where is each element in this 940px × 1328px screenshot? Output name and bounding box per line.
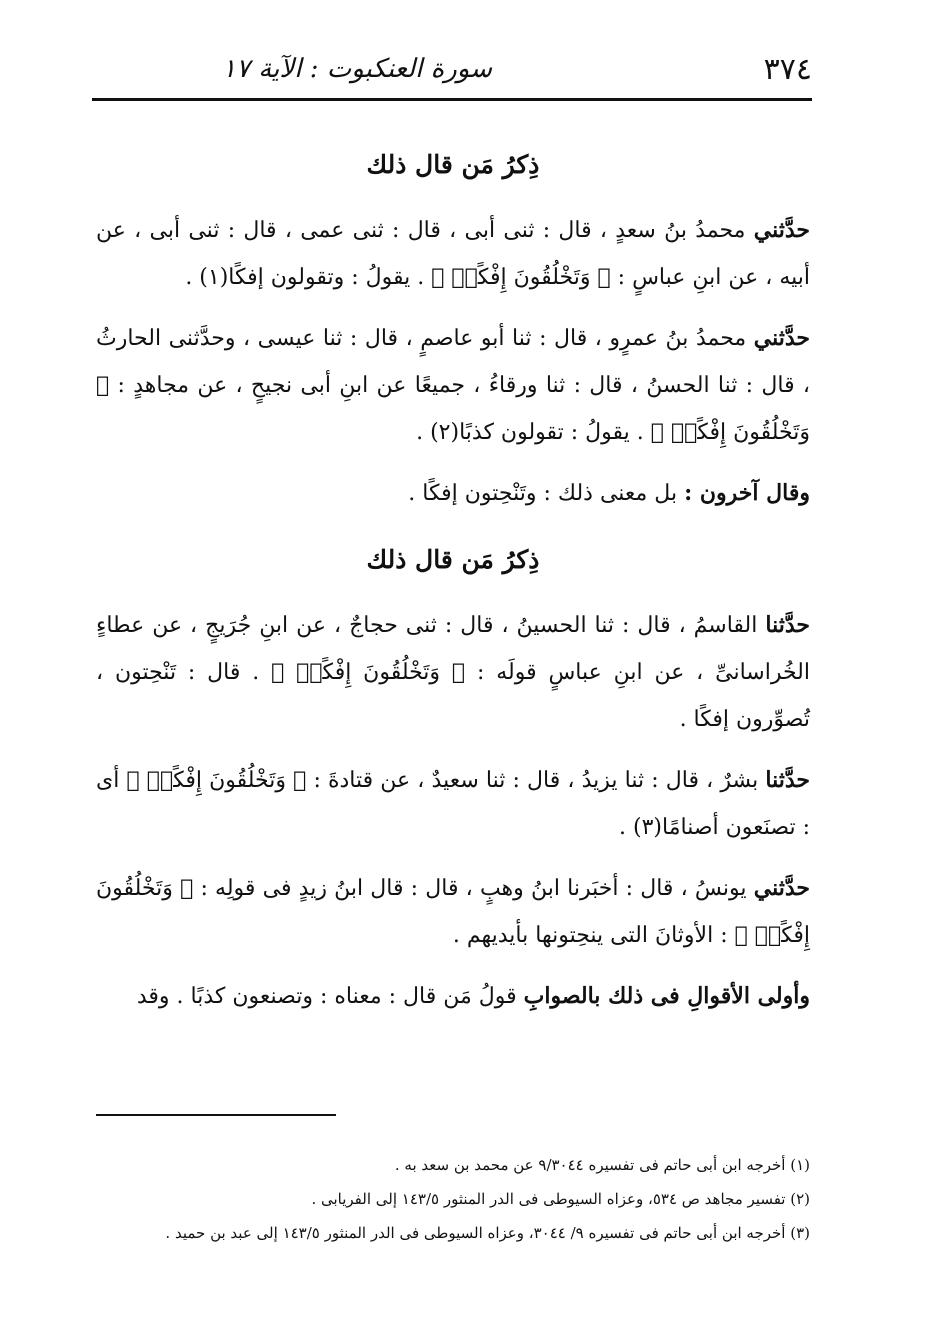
paragraph-text: محمدُ بنُ سعدٍ ، قال : ثنى أبى ، قال : ثنى عمى ، قال : ثنى أبى ، عن أبيه ، عن ابنِ عباسٍ : ﴿ وَتَخْلُقُونَ إِفْكًاۚ ﴾ . يقولُ : وتقولون إفكًا(١) . (96, 218, 810, 290)
paragraph-text: بشرٌ ، قال : ثنا يزيدُ ، قال : ثنا سعيدٌ ، عن قتادةَ : ﴿ وَتَخْلُقُونَ إِفْكًاۚ ﴾ أى : تصنَعون أصنامًا(٣) . (96, 768, 810, 840)
paragraph (96, 757, 810, 851)
main-text (96, 150, 810, 1034)
footnote: (٣) أخرجه ابن أبى حاتم فى تفسيره ٩/ ٣٠٤٤، وعزاه السيوطى فى الدر المنثور ١٤٣/٥ إلى عبد بن حميد . (165, 1224, 810, 1242)
paragraph (96, 315, 810, 456)
paragraph-text: محمدُ بنُ عمرٍو ، قال : ثنا أبو عاصمٍ ، قال : ثنا عيسى ، وحدَّثنى الحارثُ ، قال : ثنا الحسنُ ، قال : ثنا ورقاءُ ، جميعًا عن ابنِ أبى نجيحٍ ، عن مجاهدٍ : ﴿ وَتَخْلُقُونَ إِفْكًاۚ ﴾ . يقولُ : تقولون كذبًا(٢) . (96, 326, 810, 445)
page-number: ٣٧٤ (763, 52, 812, 87)
footnotes (96, 1148, 810, 1250)
section-heading: ذِكرُ مَن قال ذلك (366, 150, 540, 179)
section-heading: ذِكرُ مَن قال ذلك (366, 545, 540, 574)
paragraph-text: القاسمُ ، قال : ثنا الحسينُ ، قال : ثنى حجاجٌ ، عن ابنِ جُرَيجٍ ، عن عطاءٍ الخُراسانىِّ ، عن ابنِ عباسٍ قولَه : ﴿ وَتَخْلُقُونَ إِفْكًاۚ ﴾ . قال : تَنْحِتون ، تُصوِّرون إفكًا . (96, 613, 810, 732)
paragraph (96, 470, 810, 517)
paragraph-lead: وأولى الأقوالِ فى ذلك بالصوابِ (523, 983, 810, 1009)
footnote: (٢) تفسير مجاهد ص ٥٣٤، وعزاه السيوطى فى الدر المنثور ١٤٣/٥ إلى الفريابى . (311, 1190, 810, 1208)
paragraph-text: بل معنى ذلك : وتَنْحِتون إفكًا . (408, 481, 678, 506)
paragraph (96, 602, 810, 743)
paragraph-lead: حدَّثني (753, 875, 810, 901)
paragraph (96, 865, 810, 959)
page-header (92, 48, 812, 98)
paragraph-text: قولُ مَن قال : معناه : وتصنعون كذبًا . وقد (136, 984, 517, 1009)
footnote-rule (96, 1114, 336, 1116)
paragraph-lead: وقال آخرون : (684, 480, 810, 506)
header-rule (92, 98, 812, 101)
paragraph-lead: حدَّثني (753, 325, 810, 351)
paragraph-lead: حدَّثنا (765, 767, 811, 793)
paragraph (96, 973, 810, 1020)
running-title: سورة العنكبوت : الآية ١٧ (222, 54, 493, 84)
paragraph-text: يونسُ ، قال : أخبَرنا ابنُ وهبٍ ، قال : قال ابنُ زيدٍ فى قولِه : ﴿ وَتَخْلُقُونَ إِفْكًاۚ ﴾ : الأوثانَ التى ينحِتونها بأيديهم . (96, 876, 810, 948)
footnote: (١) أخرجه ابن أبى حاتم فى تفسيره ٩/٣٠٤٤ عن محمد بن سعد به . (394, 1156, 810, 1174)
paragraph-lead: حدَّثنا (765, 612, 810, 638)
paragraph-lead: حدَّثني (753, 217, 810, 243)
paragraph (96, 207, 810, 301)
